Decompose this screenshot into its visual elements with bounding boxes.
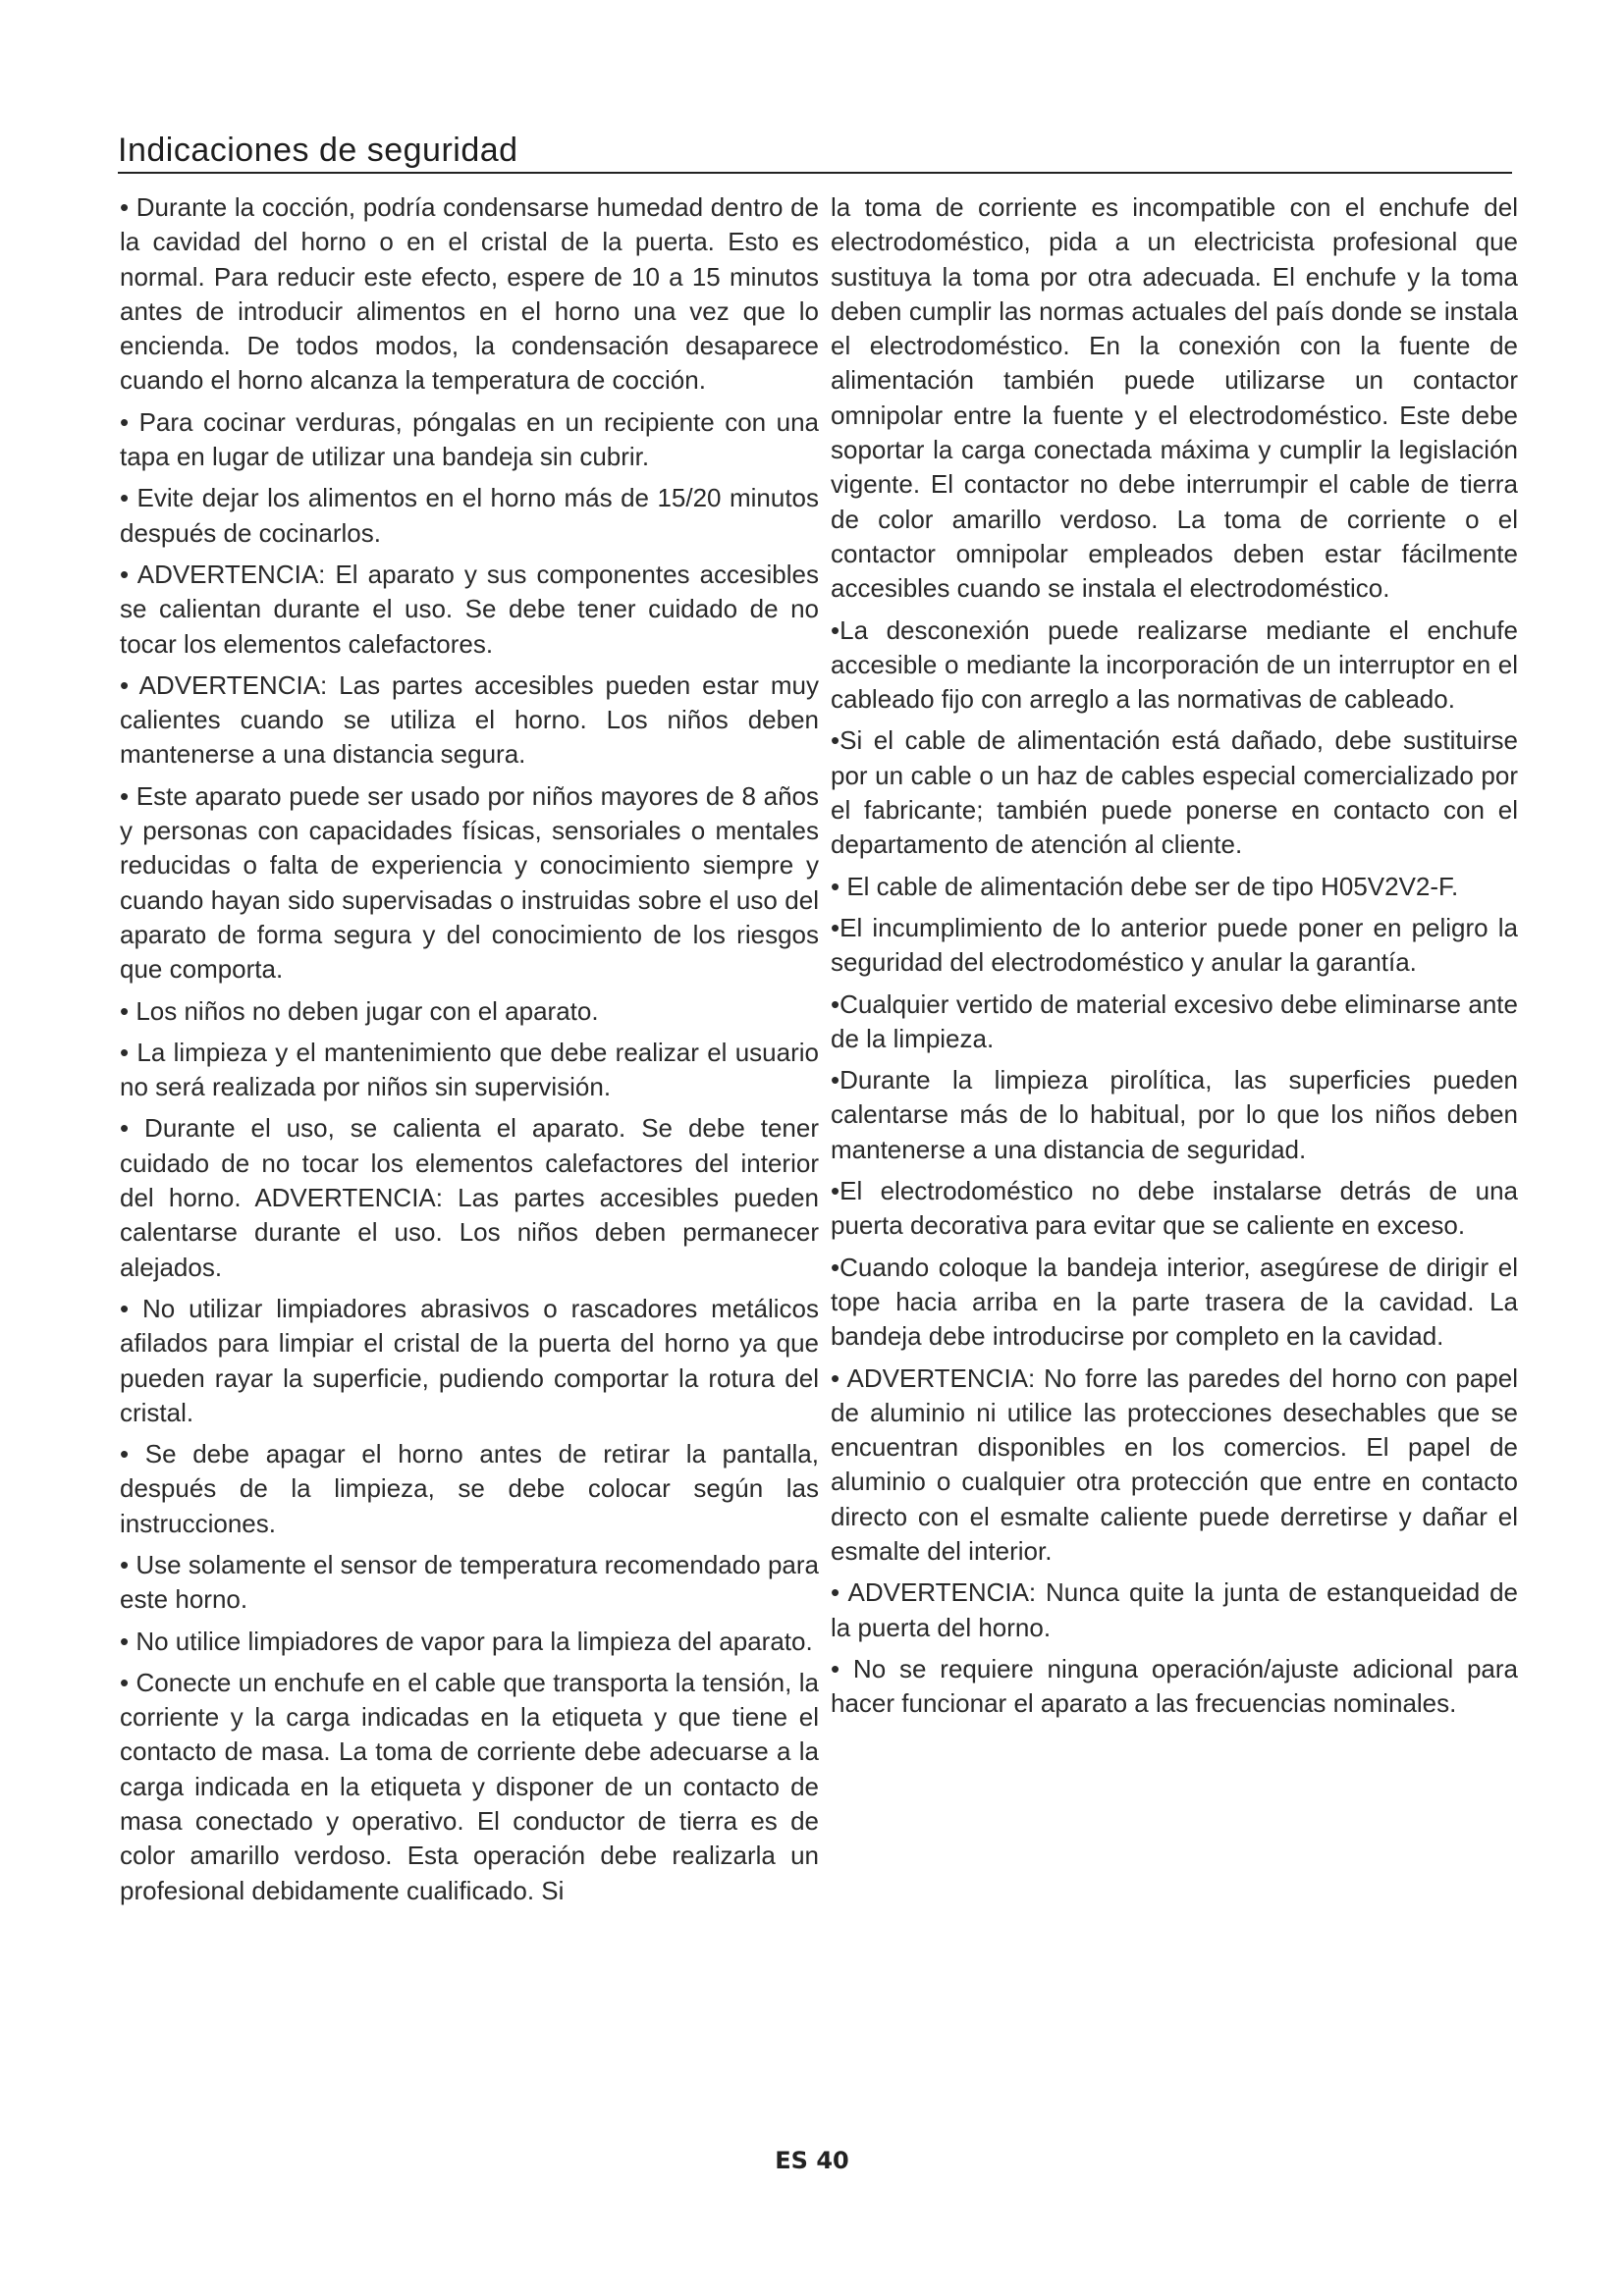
paragraph: • Para cocinar verduras, póngalas en un recipiente con una tapa en lugar de utilizar una bandeja sin cubrir. — [120, 406, 819, 472]
paragraph: • Use solamente el sensor de temperatura recomendado para este horno. — [120, 1549, 819, 1615]
paragraph: • Conecte un enchufe en el cable que transporta la tensión, la corriente y la carga indicadas en la etiqueta y que tiene el contacto de masa. La toma de corriente debe adecuarse a la carga indicada en la etiqueta y disponer de un contacto de masa conectado y operativo. El conductor de tierra es de color amarillo verdoso. Esta operación debe realizarla un profesional debidamente cualificado. Si — [120, 1667, 819, 1905]
paragraph: la toma de corriente es incompatible con el enchufe del electrodoméstico, pida a un electricista profesional que sustituya la toma por otra adecuada. El enchufe y la toma deben cumplir las normas actuales del país donde se instala el electrodoméstico. En la conexión con la fuente de alimentación también puede utilizarse un contactor omnipolar entre la fuente y el electrodoméstico. Este debe soportar la carga conectada máxima y cumplir la legislación vigente. El contactor no debe interrumpir el cable de tierra de color amarillo verdoso. La toma de corriente o el contactor omnipolar empleados deben estar fácilmente accesibles cuando se instala el electrodoméstico. — [831, 192, 1518, 604]
paragraph: • No utilice limpiadores de vapor para la limpieza del aparato. — [120, 1626, 813, 1656]
paragraph: •El electrodoméstico no debe instalarse detrás de una puerta decorativa para evitar que se caliente en exceso. — [831, 1176, 1518, 1241]
paragraph: • No se requiere ninguna operación/ajuste adicional para hacer funcionar el aparato a las frecuencias nominales. — [831, 1653, 1518, 1719]
paragraph: •La desconexión puede realizarse mediante el enchufe accesible o mediante la incorporación de un interruptor en el cableado fijo con arreglo a las normativas de cableado. — [831, 614, 1518, 715]
section-title: Indicaciones de seguridad — [118, 132, 518, 169]
page-number: ES 40 — [775, 2147, 849, 2174]
paragraph: • Durante la cocción, podría condensarse humedad dentro de la cavidad del horno o en el cristal de la puerta. Esto es normal. Para reducir este efecto, espere de 10 a 15 minutos antes de introducir alimentos en el horno una vez que lo encienda. De todos modos, la condensación desaparece cuando el horno alcanza la temperatura de cocción. — [120, 192, 819, 396]
paragraph: • Este aparato puede ser usado por niños mayores de 8 años y personas con capacidades físicas, sensoriales o mentales reducidas o falta de experiencia y conocimiento siempre y cuando hayan sido supervisadas o instruidas sobre el uso del aparato de forma segura y del conocimiento de los riesgos que comporta. — [120, 780, 819, 985]
paragraph: •Cualquier vertido de material excesivo debe eliminarse ante de la limpieza. — [831, 988, 1518, 1053]
paragraph: •El incumplimiento de lo anterior puede poner en peligro la seguridad del electrodoméstico y anular la garantía. — [831, 912, 1518, 978]
paragraph: •Si el cable de alimentación está dañado, debe sustituirse por un cable o un haz de cables especial comercializado por el fabricante; también puede ponerse en contacto con el departamento de atención al cliente. — [831, 725, 1518, 860]
paragraph: • ADVERTENCIA: No forre las paredes del horno con papel de aluminio ni utilice las protecciones desechables que se encuentran disponibles en los comercios. El papel de aluminio o cualquier otra protección que entre en contacto directo con el esmalte caliente puede derretirse y dañar el esmalte del interior. — [831, 1362, 1518, 1566]
paragraph: • ADVERTENCIA: El aparato y sus componentes accesibles se calientan durante el uso. Se debe tener cuidado de no tocar los elementos calefactores. — [120, 559, 819, 659]
paragraph: •Durante la limpieza pirolítica, las superficies pueden calentarse más de lo habitual, por lo que los niños deben mantenerse a una distancia de seguridad. — [831, 1065, 1518, 1164]
paragraph: • El cable de alimentación debe ser de tipo H05V2V2-F. — [831, 871, 1459, 901]
title-underline — [118, 172, 1512, 174]
paragraph: • Evite dejar los alimentos en el horno más de 15/20 minutos después de cocinarlos. — [120, 483, 819, 548]
paragraph: • No utilizar limpiadores abrasivos o rascadores metálicos afilados para limpiar el cristal de la puerta del horno ya que pueden rayar la superficie, pudiendo comportar la rotura del cristal. — [120, 1293, 819, 1427]
left-column — [120, 190, 819, 1915]
paragraph: • Los niños no deben jugar con el aparato. — [120, 995, 599, 1026]
paragraph: • ADVERTENCIA: Nunca quite la junta de estanqueidad de la puerta del horno. — [831, 1577, 1518, 1642]
paragraph: •Cuando coloque la bandeja interior, asegúrese de dirigir el tope hacia arriba en la parte trasera de la cavidad. La bandeja debe introducirse por completo en la cavidad. — [831, 1252, 1518, 1352]
right-column — [831, 190, 1518, 1728]
paragraph: • Durante el uso, se calienta el aparato. Se debe tener cuidado de no tocar los elementos calefactores del interior del horno. ADVERTENCIA: Las partes accesibles pueden calentarse durante el uso. Los niños deben permanecer alejados. — [120, 1113, 819, 1282]
paragraph: • Se debe apagar el horno antes de retirar la pantalla, después de la limpieza, se debe colocar según las instrucciones. — [120, 1439, 819, 1538]
paragraph: • ADVERTENCIA: Las partes accesibles pueden estar muy calientes cuando se utiliza el horno. Los niños deben mantenerse a una distancia segura. — [120, 669, 819, 770]
paragraph: • La limpieza y el mantenimiento que debe realizar el usuario no será realizada por niños sin supervisión. — [120, 1037, 819, 1102]
